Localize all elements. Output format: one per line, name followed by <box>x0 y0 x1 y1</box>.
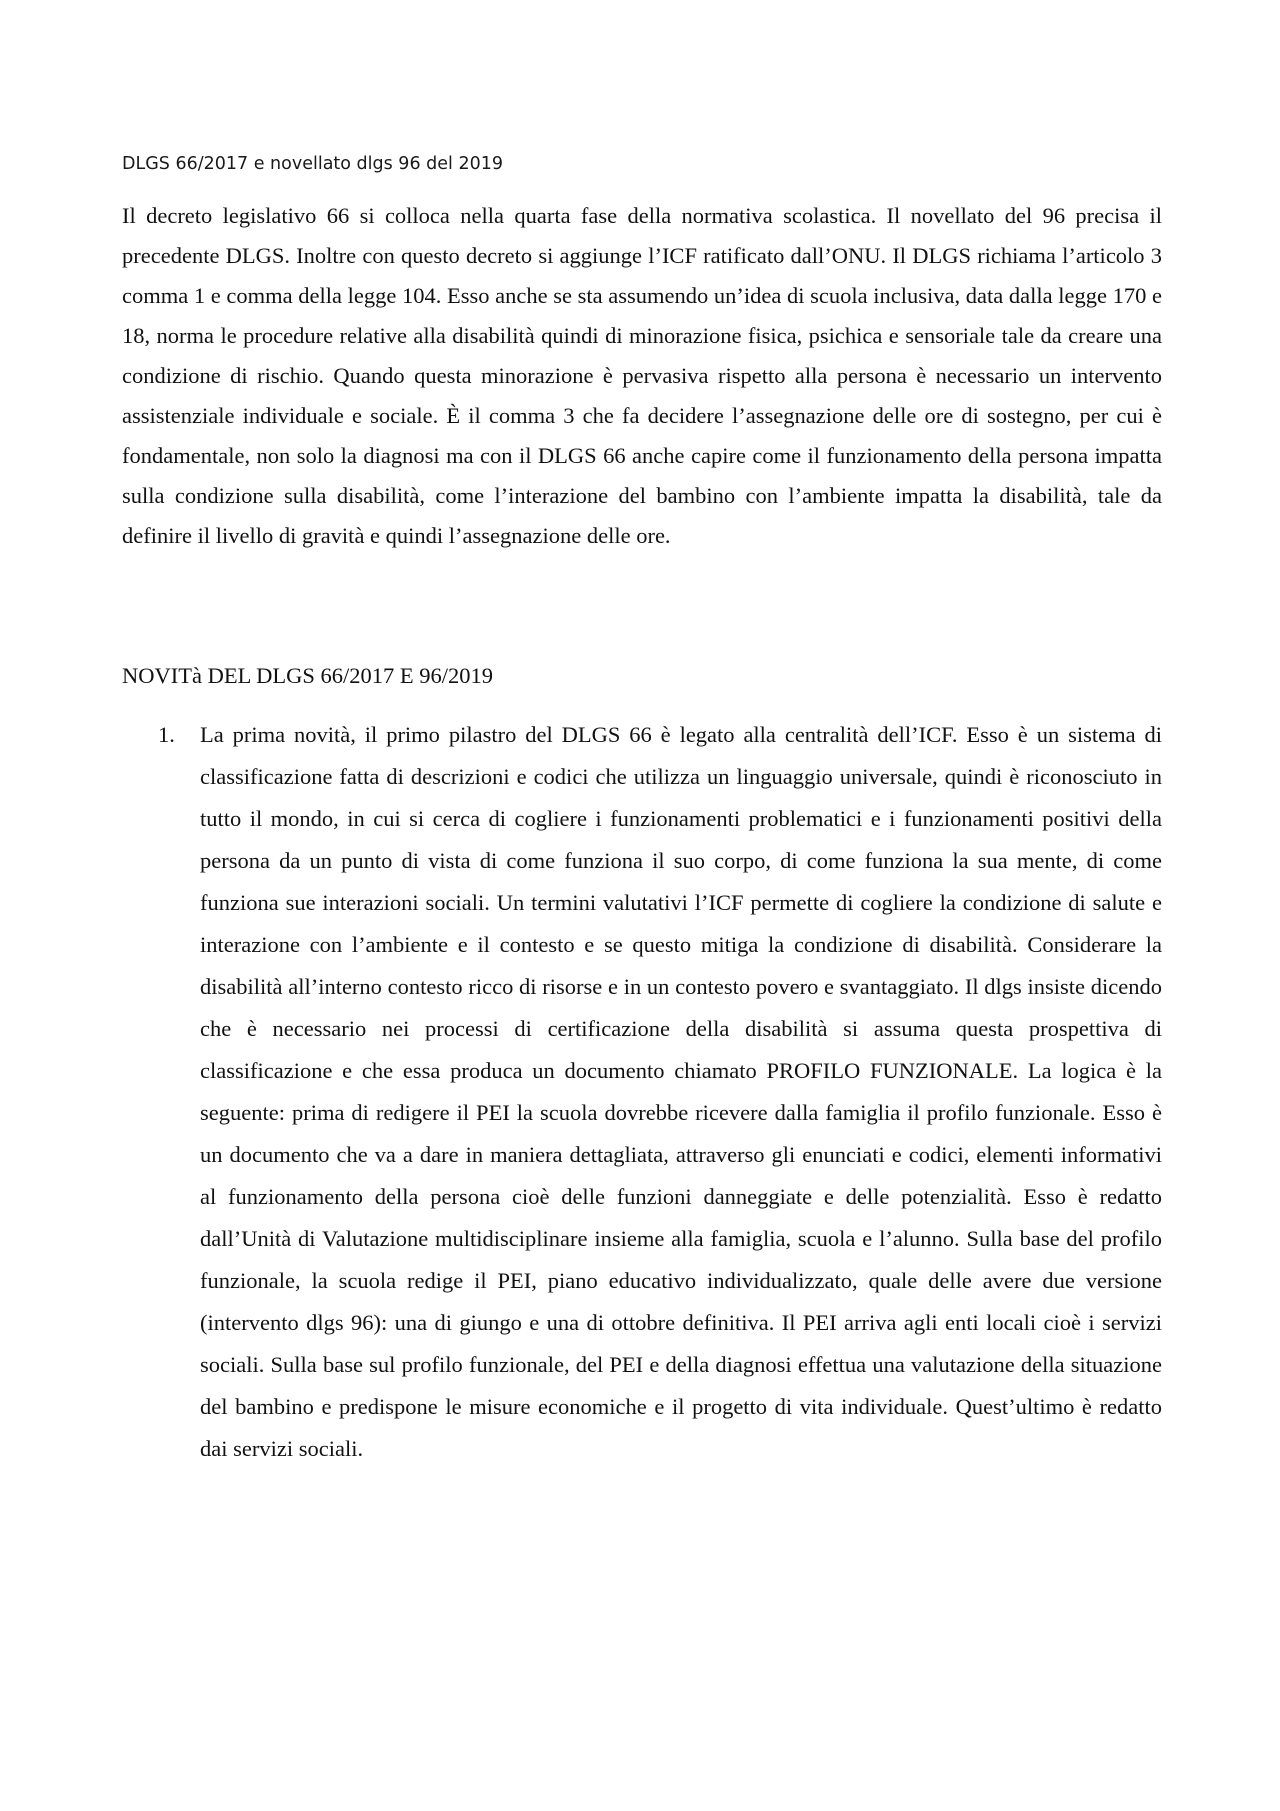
novelties-list <box>122 714 1162 1470</box>
list-item-number: 1. <box>158 722 175 747</box>
document-heading: DLGS 66/2017 e novellato dlgs 96 del 2019 <box>122 154 503 174</box>
intro-paragraph: Il decreto legislativo 66 si colloca nella quarta fase della normativa scolastica. Il novellato del 96 precisa il precedente DLGS. Inoltre con questo decreto si aggiunge l’ICF ratificato dall’ONU. Il DLGS richiama l’articolo 3 comma 1 e comma della legge 104. Esso anche se sta assumendo un’idea di scuola inclusiva, data dalla legge 170 e 18, norma le procedure relative alla disabilità quindi di minorazione fisica, psichica e sensoriale tale da creare una condizione di rischio. Quando questa minorazione è pervasiva rispetto alla persona è necessario un intervento assistenziale individuale e sociale. È il comma 3 che fa decidere l’assegnazione delle ore di sostegno, per cui è fondamentale, non solo la diagnosi ma con il DLGS 66 anche capire come il funzionamento della persona impatta sulla condizione sulla disabilità, come l’interazione del bambino con l’ambiente impatta la disabilità, tale da definire il livello di gravità e quindi l’assegnazione delle ore. <box>122 203 1162 548</box>
section-title: NOVITà DEL DLGS 66/2017 E 96/2019 <box>122 663 493 688</box>
list-item <box>122 714 1162 1470</box>
list-item-text: La prima novità, il primo pilastro del DLGS 66 è legato alla centralità dell’ICF. Esso è un sistema di classificazione fatta di descrizioni e codici che utilizza un linguaggio universale, quindi è riconosciuto in tutto il mondo, in cui si cerca di cogliere i funzionamenti problematici e i funzionamenti positivi della persona da un punto di vista di come funziona il suo corpo, di come funziona la sua mente, di come funziona sue interazioni sociali. Un termini valutativi l’ICF permette di cogliere la condizione di salute e interazione con l’ambiente e il contesto e se questo mitiga la condizione di disabilità. Considerare la disabilità all’interno contesto ricco di risorse e in un contesto povero e svantaggiato. Il dlgs insiste dicendo che è necessario nei processi di certificazione della disabilità si assuma questa prospettiva di classificazione e che essa produca un documento chiamato PROFILO FUNZIONALE. La logica è la seguente: prima di redigere il PEI la scuola dovrebbe ricevere dalla famiglia il profilo funzionale. Esso è un documento che va a dare in maniera dettagliata, attraverso gli enunciati e codici, elementi informativi al funzionamento della persona cioè delle funzioni danneggiate e delle potenzialità. Esso è redatto dall’Unità di Valutazione multidisciplinare insieme alla famiglia, scuola e l’alunno. Sulla base del profilo funzionale, la scuola redige il PEI, piano educativo individualizzato, quale delle avere due versione (intervento dlgs 96): una di giungo e una di ottobre definitiva. Il PEI arriva agli enti locali cioè i servizi sociali. Sulla base sul profilo funzionale, del PEI e della diagnosi effettua una valutazione della situazione del bambino e predispone le misure economiche e il progetto di vita individuale. Quest’ultimo è redatto dai servizi sociali. <box>200 722 1162 1461</box>
